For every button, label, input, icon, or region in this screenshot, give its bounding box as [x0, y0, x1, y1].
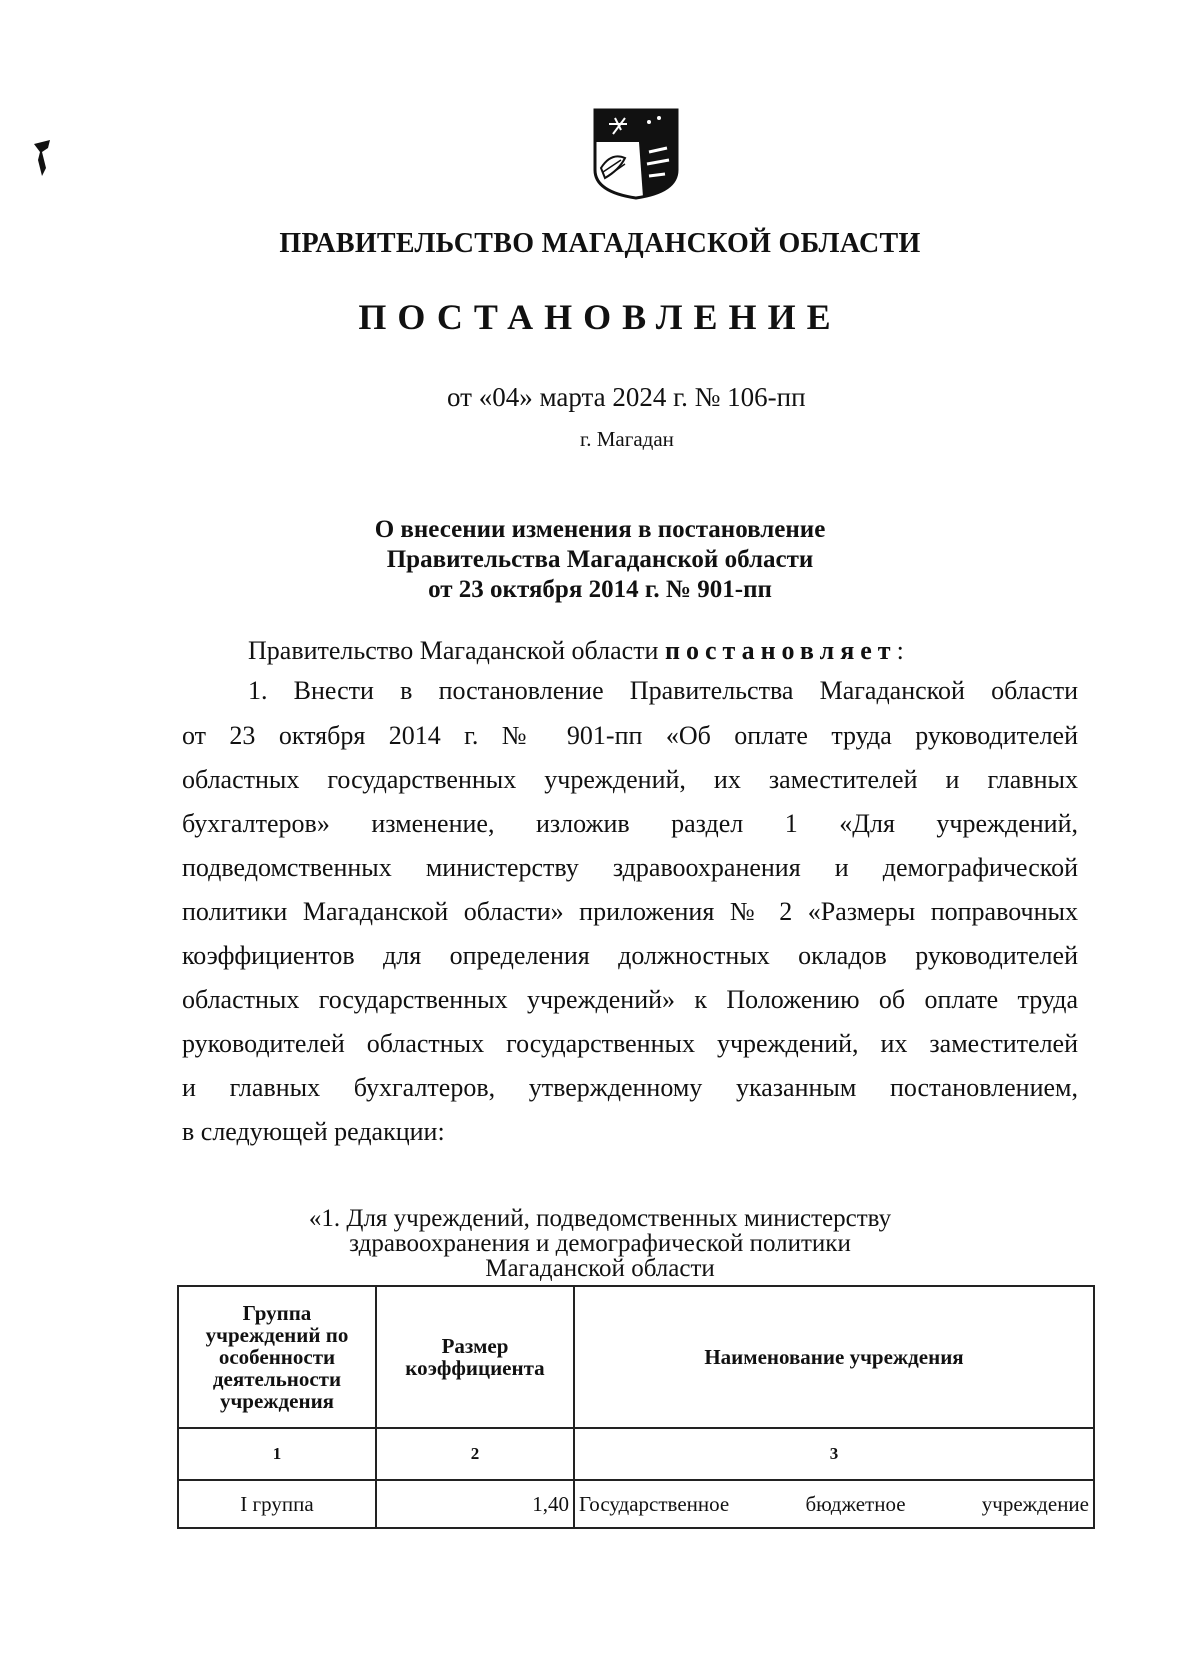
- document-type: ПОСТАНОВЛЕНИЕ: [358, 297, 842, 337]
- coefficients-table: [177, 1285, 1095, 1529]
- title-line: О внесении изменения в постановление: [374, 516, 826, 543]
- header-institution: Наименование учреждения: [574, 1286, 1094, 1428]
- city: г. Магадан: [580, 427, 674, 451]
- paragraph-line: в следующей редакции:: [182, 1117, 445, 1146]
- paragraph-line: областных государственных учреждений» к Положению об оплате труда: [182, 985, 1078, 1014]
- column-number: 1: [178, 1428, 376, 1480]
- government-name: ПРАВИТЕЛЬСТВО МАГАДАНСКОЙ ОБЛАСТИ: [279, 228, 921, 259]
- paragraph-line: бухгалтеров» изменение, изложив раздел 1 «Для учреждений,: [182, 809, 1078, 838]
- title-line: от 23 октября 2014 г. № 901-пп: [428, 576, 772, 603]
- section-line: «1. Для учреждений, подведомственных министерству: [308, 1205, 892, 1232]
- paragraph-line: политики Магаданской области» приложения № 2 «Размеры поправочных: [182, 897, 1078, 926]
- table-header-row: [178, 1286, 1094, 1428]
- title-line: Правительства Магаданской области: [386, 546, 814, 573]
- header-coefficient: Размер коэффициента: [376, 1286, 574, 1428]
- scan-mark-icon: [30, 138, 56, 178]
- header-group: Группа учреждений по особенности деятельности учреждения: [178, 1286, 376, 1428]
- section-line: здравоохранения и демографической политики: [349, 1230, 851, 1257]
- section-heading: [0, 1206, 1200, 1281]
- intro-colon: :: [896, 636, 904, 665]
- intro-line: [248, 636, 904, 666]
- paragraph-line: от 23 октября 2014 г. № 901-пп «Об оплате труда руководителей: [182, 721, 1078, 750]
- table-number-row: [178, 1428, 1094, 1480]
- paragraph-line: коэффициентов для определения должностных окладов руководителей: [182, 941, 1078, 970]
- paragraph-line: областных государственных учреждений, их заместителей и главных: [182, 765, 1078, 794]
- body-text: [182, 0, 1078, 1200]
- institution-cell: Государственное бюджетное учреждение: [574, 1480, 1094, 1528]
- table-row: [178, 1480, 1094, 1528]
- group-cell: I группа: [178, 1480, 376, 1528]
- paragraph-line: подведомственных министерству здравоохранения и демографической: [182, 853, 1078, 882]
- paragraph-line: и главных бухгалтеров, утвержденному указанным постановлением,: [182, 1073, 1078, 1102]
- paragraph-line: руководителей областных государственных учреждений, их заместителей: [182, 1029, 1078, 1058]
- intro-decrees: постановляет: [664, 636, 897, 665]
- column-number: 2: [376, 1428, 574, 1480]
- coefficient-cell: 1,40: [376, 1480, 574, 1528]
- intro-text: Правительство Магаданской области: [248, 636, 659, 665]
- date-number: от «04» марта 2024 г. № 106-пп: [447, 382, 806, 412]
- paragraph-line: 1. Внести в постановление Правительства Магаданской области: [248, 676, 1078, 705]
- section-line: Магаданской области: [485, 1255, 715, 1282]
- column-number: 3: [574, 1428, 1094, 1480]
